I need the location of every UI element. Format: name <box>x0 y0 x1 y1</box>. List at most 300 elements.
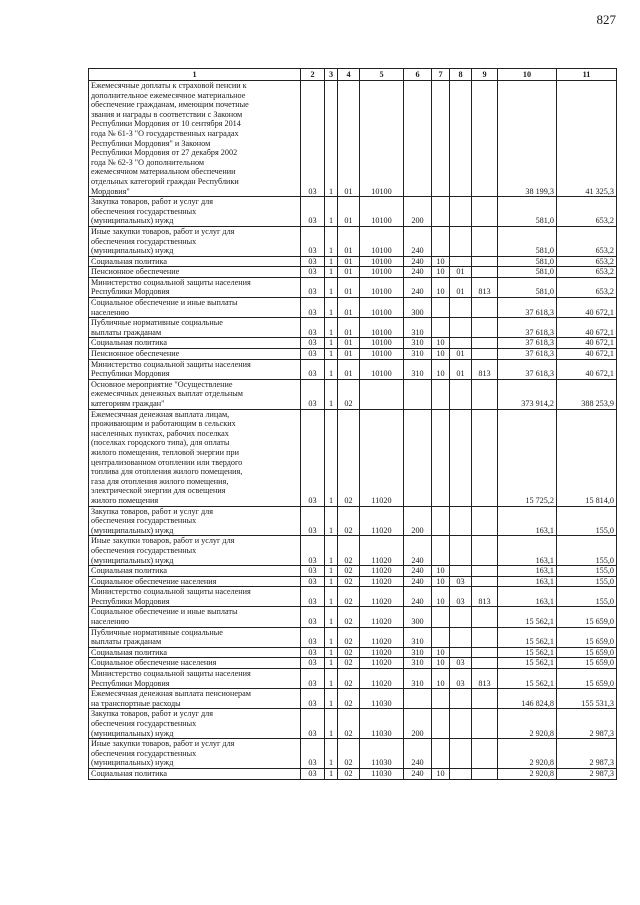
column-header: 7 <box>432 69 450 81</box>
code-cell-c4: 01 <box>338 197 360 227</box>
amount-cell-c11: 2 987,3 <box>557 739 617 769</box>
code-cell-c4: 02 <box>338 647 360 658</box>
description-line: ежемесячных денежных выплат отдельным <box>91 389 243 399</box>
description-line: Министерство социальной защиты населения <box>91 359 251 369</box>
code-cell-c9 <box>472 267 498 278</box>
amount-cell-c10: 2 920,8 <box>498 768 557 779</box>
amount-cell-c11: 653,2 <box>557 256 617 267</box>
code-cell-c5 <box>360 379 404 409</box>
amount-cell-c10: 581,0 <box>498 256 557 267</box>
code-cell-c7: 10 <box>432 669 450 689</box>
description-line: категориям граждан" <box>91 399 165 408</box>
code-cell-c6 <box>404 379 432 409</box>
code-cell-c8 <box>450 81 472 197</box>
table-row <box>89 349 617 360</box>
code-cell-c4: 02 <box>338 379 360 409</box>
code-cell-c5: 11020 <box>360 506 404 536</box>
description-line: Республики Мордовия <box>91 678 170 688</box>
code-cell-c2: 03 <box>301 197 325 227</box>
amount-cell-c11: 653,2 <box>557 197 617 227</box>
description-line: Республики Мордовия" и Законом <box>91 138 211 148</box>
row-description <box>89 709 301 739</box>
code-cell-c6: 200 <box>404 506 432 536</box>
description-line: (муниципальных) нужд <box>91 555 174 565</box>
code-cell-c5: 11020 <box>360 587 404 607</box>
description-line: Закупка товаров, работ и услуг для <box>91 506 213 516</box>
amount-cell-c10: 163,1 <box>498 587 557 607</box>
row-description <box>89 81 301 197</box>
amount-cell-c11: 15 659,0 <box>557 669 617 689</box>
code-cell-c6: 310 <box>404 627 432 647</box>
code-cell-c6: 240 <box>404 566 432 577</box>
code-cell-c6: 240 <box>404 768 432 779</box>
code-cell-c5: 10100 <box>360 81 404 197</box>
table-row <box>89 506 617 536</box>
code-cell-c8: 01 <box>450 359 472 379</box>
column-header: 4 <box>338 69 360 81</box>
description-line: обеспечение гражданам, имеющим почетные <box>91 100 249 110</box>
code-cell-c2: 03 <box>301 768 325 779</box>
table-body <box>89 81 617 780</box>
table-row <box>89 277 617 297</box>
description-line: Социальная политика <box>91 256 167 266</box>
amount-cell-c10: 163,1 <box>498 576 557 587</box>
code-cell-c9 <box>472 768 498 779</box>
code-cell-c7: 10 <box>432 576 450 587</box>
code-cell-c4: 01 <box>338 318 360 338</box>
code-cell-c5: 11030 <box>360 689 404 709</box>
code-cell-c6: 300 <box>404 607 432 627</box>
code-cell-c9 <box>472 256 498 267</box>
code-cell-c9 <box>472 409 498 506</box>
description-line: звания и награды в соответствии с Законом <box>91 109 243 119</box>
description-line: дополнительное ежемесячное материальное <box>91 90 246 100</box>
amount-cell-c10: 15 562,1 <box>498 607 557 627</box>
row-description <box>89 338 301 349</box>
amount-cell-c11: 155,0 <box>557 566 617 577</box>
description-line: топлива для отопления жилого помещения, <box>91 467 243 477</box>
column-header: 9 <box>472 69 498 81</box>
description-line: на транспортные расходы <box>91 698 181 708</box>
table-row <box>89 689 617 709</box>
code-cell-c5: 10100 <box>360 267 404 278</box>
code-cell-c2: 03 <box>301 506 325 536</box>
code-cell-c3: 1 <box>325 576 338 587</box>
description-line: газа для отопления жилого помещения, <box>91 476 229 486</box>
code-cell-c2: 03 <box>301 658 325 669</box>
code-cell-c8 <box>450 318 472 338</box>
code-cell-c8 <box>450 768 472 779</box>
code-cell-c5: 11020 <box>360 576 404 587</box>
code-cell-c2: 03 <box>301 409 325 506</box>
table-row <box>89 81 617 197</box>
code-cell-c3: 1 <box>325 409 338 506</box>
code-cell-c4: 02 <box>338 689 360 709</box>
amount-cell-c11: 155,0 <box>557 536 617 566</box>
description-line: жилого помещения <box>91 495 159 505</box>
description-line: обеспечения государственных <box>91 719 197 728</box>
code-cell-c9 <box>472 197 498 227</box>
amount-cell-c11: 40 672,1 <box>557 318 617 338</box>
code-cell-c9 <box>472 506 498 536</box>
code-cell-c8: 01 <box>450 267 472 278</box>
code-cell-c3: 1 <box>325 607 338 627</box>
code-cell-c3: 1 <box>325 277 338 297</box>
code-cell-c8 <box>450 607 472 627</box>
code-cell-c2: 03 <box>301 379 325 409</box>
amount-cell-c11: 15 659,0 <box>557 647 617 658</box>
code-cell-c3: 1 <box>325 197 338 227</box>
code-cell-c4: 01 <box>338 298 360 318</box>
amount-cell-c11: 41 325,3 <box>557 81 617 197</box>
code-cell-c7 <box>432 536 450 566</box>
table-row <box>89 197 617 227</box>
code-cell-c4: 02 <box>338 739 360 769</box>
description-line: (поселках городского типа), для оплаты <box>91 438 230 448</box>
amount-cell-c11: 15 659,0 <box>557 658 617 669</box>
code-cell-c8 <box>450 689 472 709</box>
code-cell-c7 <box>432 379 450 409</box>
code-cell-c4: 02 <box>338 576 360 587</box>
code-cell-c9 <box>472 298 498 318</box>
code-cell-c5: 10100 <box>360 298 404 318</box>
amount-cell-c10: 163,1 <box>498 506 557 536</box>
code-cell-c2: 03 <box>301 338 325 349</box>
description-line: жилого помещения, тепловой энергии при <box>91 447 239 457</box>
code-cell-c2: 03 <box>301 267 325 278</box>
amount-cell-c10: 15 562,1 <box>498 658 557 669</box>
code-cell-c9 <box>472 338 498 349</box>
code-cell-c4: 01 <box>338 349 360 360</box>
amount-cell-c11: 155,0 <box>557 576 617 587</box>
table-row <box>89 379 617 409</box>
table-row <box>89 576 617 587</box>
code-cell-c4: 02 <box>338 709 360 739</box>
description-line: Пенсионное обеспечение <box>91 349 180 359</box>
code-cell-c9 <box>472 536 498 566</box>
code-cell-c3: 1 <box>325 359 338 379</box>
table-row <box>89 359 617 379</box>
code-cell-c5: 11020 <box>360 536 404 566</box>
table-row <box>89 647 617 658</box>
description-line: Социальная политика <box>91 768 167 778</box>
code-cell-c2: 03 <box>301 277 325 297</box>
description-line: Республики Мордовия <box>91 369 170 379</box>
amount-cell-c11: 155,0 <box>557 506 617 536</box>
code-cell-c6: 310 <box>404 669 432 689</box>
row-description <box>89 536 301 566</box>
code-cell-c7: 10 <box>432 349 450 360</box>
description-line: Республики Мордовия <box>91 287 170 297</box>
description-line: (муниципальных) нужд <box>91 216 174 226</box>
amount-cell-c10: 581,0 <box>498 267 557 278</box>
code-cell-c3: 1 <box>325 689 338 709</box>
description-line: Иные закупки товаров, работ и услуг для <box>91 536 235 546</box>
code-cell-c8 <box>450 739 472 769</box>
code-cell-c4: 02 <box>338 669 360 689</box>
code-cell-c2: 03 <box>301 627 325 647</box>
code-cell-c7 <box>432 739 450 769</box>
amount-cell-c10: 581,0 <box>498 277 557 297</box>
code-cell-c9: 813 <box>472 359 498 379</box>
code-cell-c2: 03 <box>301 256 325 267</box>
code-cell-c3: 1 <box>325 768 338 779</box>
code-cell-c5: 10100 <box>360 338 404 349</box>
code-cell-c2: 03 <box>301 298 325 318</box>
code-cell-c8 <box>450 256 472 267</box>
code-cell-c7 <box>432 318 450 338</box>
code-cell-c7: 10 <box>432 658 450 669</box>
code-cell-c4: 01 <box>338 226 360 256</box>
amount-cell-c10: 38 199,3 <box>498 81 557 197</box>
code-cell-c3: 1 <box>325 658 338 669</box>
code-cell-c5: 11020 <box>360 669 404 689</box>
row-description <box>89 658 301 669</box>
description-line: выплаты гражданам <box>91 637 162 647</box>
code-cell-c8: 03 <box>450 587 472 607</box>
code-cell-c5: 10100 <box>360 359 404 379</box>
code-cell-c9 <box>472 658 498 669</box>
code-cell-c4: 02 <box>338 627 360 647</box>
amount-cell-c11: 40 672,1 <box>557 359 617 379</box>
code-cell-c6: 310 <box>404 658 432 669</box>
amount-cell-c11: 15 814,0 <box>557 409 617 506</box>
amount-cell-c10: 37 618,3 <box>498 359 557 379</box>
description-line: Пенсионное обеспечение <box>91 267 180 277</box>
amount-cell-c11: 155 531,3 <box>557 689 617 709</box>
code-cell-c3: 1 <box>325 298 338 318</box>
description-line: Ежемесячные доплаты к страховой пенсии к <box>91 81 247 90</box>
table-row <box>89 768 617 779</box>
code-cell-c8: 03 <box>450 576 472 587</box>
column-header: 8 <box>450 69 472 81</box>
description-line: Министерство социальной защиты населения <box>91 277 251 287</box>
code-cell-c3: 1 <box>325 587 338 607</box>
row-description <box>89 607 301 627</box>
row-description <box>89 587 301 607</box>
table-row <box>89 298 617 318</box>
code-cell-c4: 01 <box>338 256 360 267</box>
amount-cell-c10: 15 562,1 <box>498 627 557 647</box>
description-line: Республики Мордовия от 27 декабря 2002 <box>91 148 238 158</box>
code-cell-c5: 11020 <box>360 658 404 669</box>
table-row <box>89 256 617 267</box>
code-cell-c3: 1 <box>325 267 338 278</box>
code-cell-c5: 10100 <box>360 277 404 297</box>
column-header: 3 <box>325 69 338 81</box>
description-line: ежемесячном материальном обеспечении <box>91 167 236 177</box>
code-cell-c9 <box>472 739 498 769</box>
amount-cell-c10: 15 562,1 <box>498 647 557 658</box>
code-cell-c3: 1 <box>325 669 338 689</box>
row-description <box>89 298 301 318</box>
code-cell-c8 <box>450 226 472 256</box>
code-cell-c5: 11030 <box>360 739 404 769</box>
table-row <box>89 338 617 349</box>
table-row <box>89 587 617 607</box>
description-line: Министерство социальной защиты населения <box>91 669 251 679</box>
row-description <box>89 669 301 689</box>
code-cell-c2: 03 <box>301 709 325 739</box>
row-description <box>89 566 301 577</box>
table-header-row <box>89 69 617 81</box>
amount-cell-c10: 15 725,2 <box>498 409 557 506</box>
code-cell-c3: 1 <box>325 81 338 197</box>
code-cell-c7: 10 <box>432 267 450 278</box>
description-line: населению <box>91 307 129 317</box>
code-cell-c5: 11020 <box>360 566 404 577</box>
code-cell-c7 <box>432 298 450 318</box>
amount-cell-c10: 163,1 <box>498 566 557 577</box>
row-description <box>89 627 301 647</box>
amount-cell-c10: 37 618,3 <box>498 338 557 349</box>
amount-cell-c10: 37 618,3 <box>498 349 557 360</box>
description-line: обеспечения государственных <box>91 748 197 758</box>
amount-cell-c10: 15 562,1 <box>498 669 557 689</box>
code-cell-c6: 240 <box>404 587 432 607</box>
code-cell-c7 <box>432 607 450 627</box>
row-description <box>89 409 301 506</box>
amount-cell-c11: 653,2 <box>557 226 617 256</box>
code-cell-c7 <box>432 197 450 227</box>
code-cell-c9: 813 <box>472 587 498 607</box>
code-cell-c6: 240 <box>404 267 432 278</box>
code-cell-c5: 11030 <box>360 768 404 779</box>
code-cell-c2: 03 <box>301 669 325 689</box>
code-cell-c9 <box>472 349 498 360</box>
row-description <box>89 576 301 587</box>
code-cell-c6 <box>404 689 432 709</box>
description-line: Социальное обеспечение и иные выплаты <box>91 607 238 617</box>
row-description <box>89 739 301 769</box>
code-cell-c2: 03 <box>301 349 325 360</box>
code-cell-c8 <box>450 709 472 739</box>
code-cell-c4: 02 <box>338 409 360 506</box>
code-cell-c4: 01 <box>338 277 360 297</box>
description-line: Социальная политика <box>91 647 167 657</box>
description-line: Публичные нормативные социальные <box>91 318 223 328</box>
code-cell-c6: 310 <box>404 647 432 658</box>
code-cell-c8 <box>450 338 472 349</box>
code-cell-c3: 1 <box>325 536 338 566</box>
table-row <box>89 669 617 689</box>
amount-cell-c10: 2 920,8 <box>498 709 557 739</box>
code-cell-c7: 10 <box>432 338 450 349</box>
table-row <box>89 709 617 739</box>
code-cell-c2: 03 <box>301 607 325 627</box>
description-line: Министерство социальной защиты населения <box>91 587 251 597</box>
table-row <box>89 627 617 647</box>
code-cell-c9 <box>472 647 498 658</box>
description-line: электрической энергии для освещения <box>91 486 226 496</box>
amount-cell-c11: 15 659,0 <box>557 627 617 647</box>
code-cell-c2: 03 <box>301 81 325 197</box>
code-cell-c2: 03 <box>301 576 325 587</box>
code-cell-c6: 200 <box>404 197 432 227</box>
amount-cell-c10: 37 618,3 <box>498 298 557 318</box>
table-row <box>89 607 617 627</box>
table-row <box>89 267 617 278</box>
description-line: обеспечения государственных <box>91 206 197 216</box>
code-cell-c7: 10 <box>432 256 450 267</box>
description-line: обеспечения государственных <box>91 545 197 555</box>
description-line: Публичные нормативные социальные <box>91 627 223 637</box>
code-cell-c4: 02 <box>338 566 360 577</box>
code-cell-c8 <box>450 627 472 647</box>
code-cell-c9 <box>472 226 498 256</box>
amount-cell-c10: 146 824,8 <box>498 689 557 709</box>
row-description <box>89 318 301 338</box>
amount-cell-c11: 2 987,3 <box>557 768 617 779</box>
code-cell-c5: 10100 <box>360 349 404 360</box>
code-cell-c5: 10100 <box>360 197 404 227</box>
description-line: отдельных категорий граждан Республики <box>91 176 239 186</box>
code-cell-c9 <box>472 689 498 709</box>
code-cell-c5: 11020 <box>360 607 404 627</box>
row-description <box>89 226 301 256</box>
description-line: Мордовия" <box>91 186 130 196</box>
code-cell-c8: 01 <box>450 277 472 297</box>
code-cell-c7 <box>432 226 450 256</box>
table-row <box>89 658 617 669</box>
code-cell-c9: 813 <box>472 669 498 689</box>
code-cell-c2: 03 <box>301 226 325 256</box>
code-cell-c4: 02 <box>338 768 360 779</box>
code-cell-c2: 03 <box>301 318 325 338</box>
code-cell-c3: 1 <box>325 349 338 360</box>
table-row <box>89 566 617 577</box>
code-cell-c8 <box>450 566 472 577</box>
code-cell-c7: 10 <box>432 566 450 577</box>
amount-cell-c11: 40 672,1 <box>557 349 617 360</box>
code-cell-c8 <box>450 536 472 566</box>
column-header: 1 <box>89 69 301 81</box>
code-cell-c7: 10 <box>432 647 450 658</box>
code-cell-c9 <box>472 607 498 627</box>
code-cell-c4: 02 <box>338 607 360 627</box>
amount-cell-c11: 40 672,1 <box>557 298 617 318</box>
code-cell-c6: 310 <box>404 349 432 360</box>
code-cell-c4: 02 <box>338 587 360 607</box>
code-cell-c7 <box>432 689 450 709</box>
code-cell-c5: 10100 <box>360 226 404 256</box>
code-cell-c6: 240 <box>404 256 432 267</box>
code-cell-c6 <box>404 409 432 506</box>
table-row <box>89 739 617 769</box>
description-line: Республики Мордовия от 10 сентября 2014 <box>91 119 241 129</box>
code-cell-c7: 10 <box>432 359 450 379</box>
row-description <box>89 647 301 658</box>
row-description <box>89 267 301 278</box>
code-cell-c5: 11020 <box>360 409 404 506</box>
code-cell-c7: 10 <box>432 277 450 297</box>
description-line: обеспечения государственных <box>91 516 197 526</box>
code-cell-c9 <box>472 566 498 577</box>
description-line: Социальное обеспечение населения <box>91 658 217 668</box>
description-line: Закупка товаров, работ и услуг для <box>91 709 213 719</box>
code-cell-c4: 01 <box>338 267 360 278</box>
code-cell-c3: 1 <box>325 338 338 349</box>
code-cell-c7: 10 <box>432 587 450 607</box>
column-header: 6 <box>404 69 432 81</box>
row-description <box>89 256 301 267</box>
code-cell-c7 <box>432 627 450 647</box>
code-cell-c8 <box>450 506 472 536</box>
amount-cell-c11: 2 987,3 <box>557 709 617 739</box>
code-cell-c9 <box>472 379 498 409</box>
column-header: 5 <box>360 69 404 81</box>
code-cell-c5: 10100 <box>360 318 404 338</box>
